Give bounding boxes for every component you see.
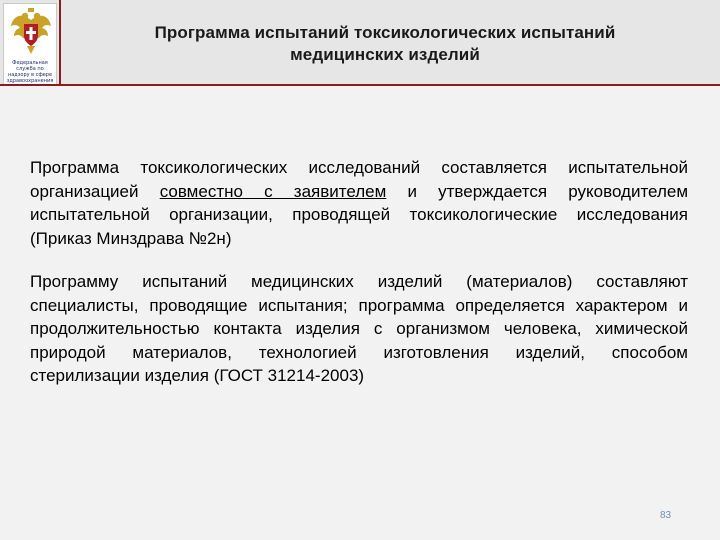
slide-body: [30, 156, 688, 408]
paragraph-1-underlined: совместно с заявителем: [159, 181, 387, 201]
paragraph-1: [30, 156, 688, 250]
slide-title: [70, 22, 700, 66]
emblem-logo: [3, 3, 57, 85]
paragraph-1-after: и утверждается руководителем испытательной организации, проводящей токсикологические исследования (Приказ Минздрава №2н): [30, 181, 689, 248]
header-divider: [0, 84, 720, 86]
double-eagle-emblem-icon: [9, 6, 53, 58]
paragraph-1-before: Программа токсикологических исследований составляется испытательной организацией: [30, 158, 688, 201]
logo-caption: Федеральная служба по надзору в сфере здравоохранения: [6, 60, 54, 84]
page-number: 83: [660, 510, 672, 521]
title-line-1: Программа испытаний токсикологических испытаний: [154, 23, 616, 42]
title-line-2: медицинских изделий: [290, 45, 480, 64]
paragraph-2: Программу испытаний медицинских изделий (материалов) составляют специалисты, проводящие испытания; программа определяется характером и продолжительностью контакта изделия с организмом человека, химической природой материалов, технологией изготовления изделий, способом стерилизации изделия (ГОСТ 31214-2003): [30, 272, 688, 385]
header-vertical-divider: [59, 0, 61, 86]
